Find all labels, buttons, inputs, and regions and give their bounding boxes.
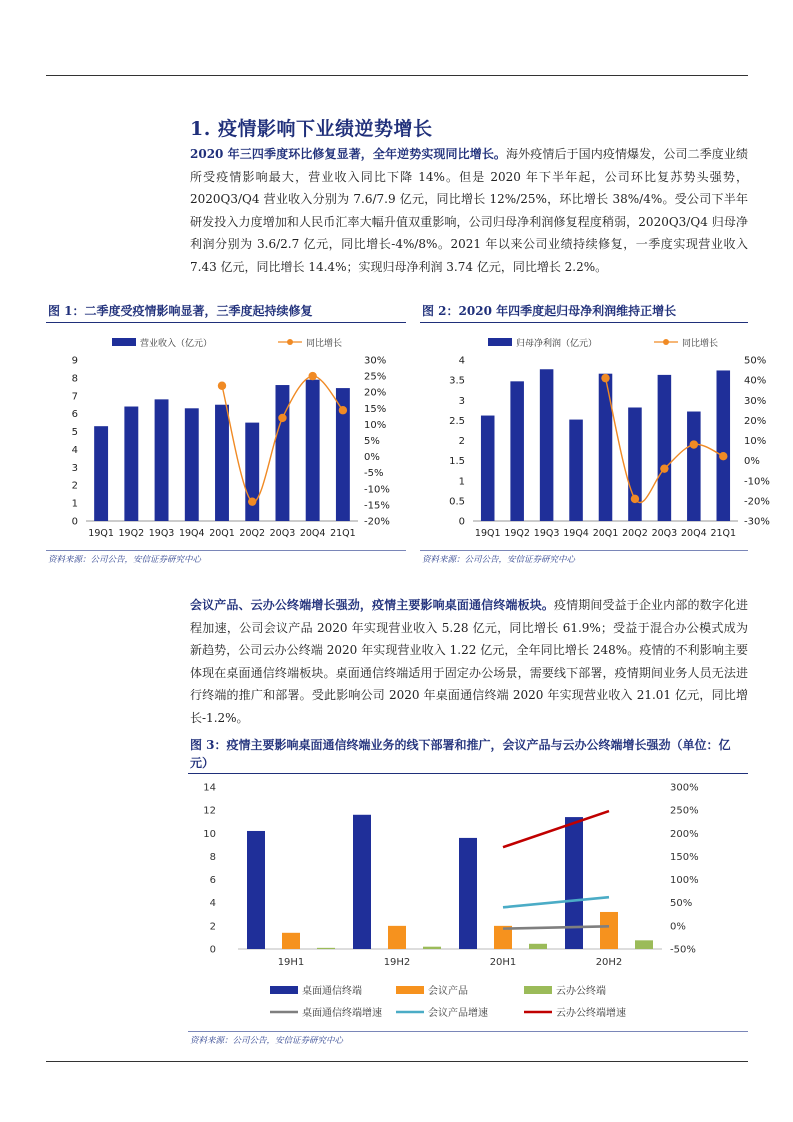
y-left-tick-label: 14	[203, 782, 216, 794]
x-tick-label: 20Q4	[299, 528, 326, 539]
fig1-source-rule	[46, 550, 406, 551]
y-left-tick-label: 3	[458, 395, 465, 407]
growth-point	[218, 382, 226, 390]
bar-19H1-1	[282, 933, 300, 949]
x-tick-label: 20H2	[595, 957, 623, 968]
x-tick-label: 20Q2	[622, 528, 648, 539]
bar-20Q1	[599, 374, 613, 521]
legend-label: 桌面通信终端	[302, 986, 362, 997]
y-left-tick-label: 3.5	[449, 375, 465, 387]
y-right-tick-label: 10%	[744, 436, 767, 447]
paragraph-1	[190, 143, 748, 278]
x-tick-label: 19Q3	[148, 528, 175, 539]
x-tick-label: 20Q2	[239, 528, 266, 539]
legend-bar-label: 营业收入（亿元）	[140, 339, 213, 349]
paragraph-1-body: 海外疫情后于国内疫情爆发，公司二季度业绩所受疫情影响最大，营业收入同比下降 14%。但是 2020 年下半年起，公司环比复苏势头强势，2020Q3/Q4 营业收入分别为 7.6/7.9 亿元，同比增长 12%/25%，环比增长 38%/4%。受公司下半年研发投入力度增加和人民币汇率大幅升值双重影响，公司归母净利润修复程度稍弱，2020Q3/Q4 归母净利润分别为 3.6/2.7 亿元，同比增长-4%/8%。2021 年以来公司业绩持续修复，一季度实现营业收入 7.43 亿元，同比增长 14.4%；实现归母净利润 3.74 亿元，同比增长 2.2%。	[190, 147, 748, 274]
y-right-tick-label: 15%	[364, 403, 387, 415]
y-left-tick-label: 4	[209, 898, 216, 910]
fig1-title: 图 1：二季度受疫情影响显著，三季度起持续修复	[48, 304, 313, 318]
y-left-tick-label: 2.5	[449, 415, 465, 427]
paragraph-2	[190, 594, 748, 729]
bar-20Q1	[215, 405, 229, 521]
y-right-tick-label: 50%	[744, 355, 767, 367]
growth-point	[631, 495, 639, 503]
legend-line-marker	[663, 339, 669, 345]
y-right-tick-label: 300%	[670, 782, 699, 794]
fig3-title: 图 3：疫情主要影响桌面通信终端业务的线下部署和推广，会议产品与云办公终端增长强劲（单位：亿元）	[190, 738, 731, 770]
y-right-tick-label: 5%	[364, 436, 380, 447]
y-left-tick-label: 10	[203, 828, 216, 840]
legend-label: 会议产品增速	[428, 1008, 488, 1019]
y-left-tick-label: 7	[71, 391, 78, 403]
bar-21Q1	[717, 370, 731, 521]
bar-20Q2	[628, 407, 642, 521]
bar-20H2-0	[565, 817, 583, 949]
fig1-source: 资料来源：公司公告，安信证券研究中心	[48, 555, 202, 565]
bar-19Q3	[155, 399, 169, 521]
bar-19H2-0	[353, 815, 371, 949]
legend-swatch	[270, 986, 298, 994]
legend-bar-swatch	[112, 338, 136, 346]
growth-point	[660, 464, 668, 472]
fig3-title-rule	[188, 773, 748, 774]
bar-19H2-2	[423, 947, 441, 949]
legend-label: 桌面通信终端增速	[302, 1008, 382, 1019]
bar-20H1-2	[529, 944, 547, 949]
fig2-source-rule	[420, 550, 748, 551]
y-right-tick-label: 20%	[364, 387, 387, 399]
legend-label: 会议产品	[428, 986, 468, 997]
growth-line-2	[503, 811, 609, 847]
legend-bar-swatch	[488, 338, 512, 346]
y-right-tick-label: 10%	[364, 419, 387, 431]
bar-19Q4	[185, 408, 199, 521]
x-tick-label: 21Q1	[330, 528, 356, 539]
bar-20Q4	[306, 380, 320, 521]
y-left-tick-label: 4	[71, 444, 78, 456]
x-tick-label: 19Q3	[533, 528, 560, 539]
growth-point	[690, 440, 698, 448]
y-left-tick-label: 1	[71, 498, 78, 510]
bar-19Q1	[481, 416, 495, 521]
section-heading: 1. 疫情影响下业绩逆势增长	[190, 118, 433, 140]
legend-line-label: 同比增长	[682, 339, 719, 349]
y-right-tick-label: 30%	[364, 355, 387, 367]
fig1-chart	[46, 325, 408, 550]
x-tick-label: 20Q3	[651, 528, 678, 539]
y-left-tick-label: 2	[458, 436, 465, 447]
bar-20H1-0	[459, 838, 477, 949]
paragraph-1-lead: 2020 年三四季度环比修复显著，全年逆势实现同比增长。	[190, 147, 507, 161]
y-right-tick-label: -20%	[364, 516, 390, 528]
growth-point	[278, 414, 286, 422]
bar-20H2-1	[600, 912, 618, 949]
legend-label: 云办公终端增速	[556, 1008, 626, 1019]
fig3-source-rule	[188, 1031, 748, 1032]
x-tick-label: 19Q4	[178, 528, 205, 539]
bar-20Q4	[687, 412, 701, 521]
x-tick-label: 19Q2	[118, 528, 145, 539]
y-right-tick-label: 25%	[364, 371, 387, 383]
fig1-title-rule	[46, 322, 406, 323]
y-right-tick-label: 100%	[670, 875, 699, 887]
paragraph-2-body: 疫情期间受益于企业内部的数字化进程加速，公司会议产品 2020 年实现营业收入 5.28 亿元，同比增长 61.9%；受益于混合办公模式成为新趋势，公司云办公终端 2020 年实现营业收入 1.22 亿元，全年同比增长 248%。疫情的不利影响主要体现在桌面通信终端板块。桌面通信终端适用于固定办公场景，需要线下部署，疫情期间业务人员无法进行终端的推广和部署。受此影响公司 2020 年桌面通信终端 2020 年实现营业收入 21.01 亿元，同比增长-1.2%。	[190, 598, 748, 725]
fig2-title: 图 2：2020 年四季度起归母净利润维持正增长	[422, 304, 677, 318]
bar-19H2-1	[388, 926, 406, 949]
growth-point	[339, 406, 347, 414]
bar-20Q2	[245, 423, 259, 521]
paragraph-2-lead: 会议产品、云办公终端增长强劲，疫情主要影响桌面通信终端板块。	[190, 598, 554, 612]
growth-line-0	[503, 926, 609, 928]
legend-swatch	[396, 986, 424, 994]
y-left-tick-label: 2	[209, 921, 216, 933]
y-right-tick-label: 20%	[744, 415, 767, 427]
growth-point	[308, 372, 316, 380]
x-tick-label: 19Q1	[474, 528, 501, 539]
fig3-chart	[188, 776, 748, 1030]
x-tick-label: 21Q1	[710, 528, 737, 539]
y-right-tick-label: -15%	[364, 500, 390, 512]
y-right-tick-label: 30%	[744, 395, 767, 407]
top-rule	[46, 75, 748, 76]
y-left-tick-label: 8	[209, 851, 216, 863]
x-tick-label: 19Q1	[88, 528, 114, 539]
x-tick-label: 20Q1	[592, 528, 619, 539]
y-right-tick-label: 0%	[670, 921, 686, 933]
bar-19Q4	[569, 420, 583, 521]
bar-20Q3	[275, 385, 289, 521]
y-left-tick-label: 0	[209, 944, 216, 956]
y-left-tick-label: 6	[71, 409, 78, 421]
y-right-tick-label: -10%	[364, 484, 390, 496]
y-left-tick-label: 0.5	[449, 496, 465, 508]
legend-label: 云办公终端	[556, 986, 606, 997]
legend-swatch	[524, 986, 552, 994]
y-right-tick-label: 40%	[744, 375, 767, 387]
y-right-tick-label: 0%	[744, 456, 760, 468]
legend-line-marker	[287, 339, 293, 345]
bar-19Q2	[510, 381, 524, 521]
y-right-tick-label: 50%	[670, 898, 693, 910]
y-right-tick-label: 200%	[670, 828, 699, 840]
x-tick-label: 19Q4	[563, 528, 589, 539]
bar-19Q2	[124, 407, 138, 521]
y-left-tick-label: 4	[458, 355, 465, 367]
x-tick-label: 20Q4	[681, 528, 707, 539]
growth-point	[248, 497, 256, 505]
y-right-tick-label: -30%	[744, 516, 770, 528]
y-left-tick-label: 0	[71, 516, 78, 528]
y-right-tick-label: 0%	[364, 452, 380, 464]
y-left-tick-label: 8	[71, 373, 78, 385]
x-tick-label: 19Q2	[504, 528, 530, 539]
x-tick-label: 20Q1	[209, 528, 235, 539]
x-tick-label: 20Q3	[269, 528, 296, 539]
y-left-tick-label: 1.5	[449, 456, 465, 468]
y-right-tick-label: 150%	[670, 851, 699, 863]
fig2-title-rule	[420, 322, 748, 323]
y-left-tick-label: 5	[71, 427, 78, 439]
bar-19Q1	[94, 426, 108, 521]
fig3-source: 资料来源：公司公告，安信证券研究中心	[190, 1036, 344, 1046]
x-tick-label: 19H1	[277, 957, 305, 968]
bar-19Q3	[540, 369, 554, 521]
growth-point	[719, 452, 727, 460]
x-tick-label: 19H2	[383, 957, 411, 968]
y-left-tick-label: 6	[209, 875, 216, 887]
y-left-tick-label: 9	[71, 355, 78, 367]
growth-line-1	[503, 897, 609, 907]
y-right-tick-label: -10%	[744, 476, 770, 488]
growth-point	[601, 374, 609, 382]
bar-20Q3	[658, 375, 672, 521]
x-tick-label: 20H1	[489, 957, 517, 968]
fig2-source: 资料来源：公司公告，安信证券研究中心	[422, 555, 576, 565]
y-right-tick-label: -50%	[670, 944, 696, 956]
bar-20H2-2	[635, 940, 653, 949]
y-left-tick-label: 1	[458, 476, 465, 488]
y-left-tick-label: 2	[71, 480, 78, 492]
fig2-chart	[420, 325, 770, 550]
y-left-tick-label: 0	[458, 516, 465, 528]
bar-19H1-2	[317, 948, 335, 949]
y-left-tick-label: 3	[71, 462, 78, 474]
bar-19H1-0	[247, 831, 265, 949]
y-right-tick-label: 250%	[670, 805, 699, 817]
legend-line-label: 同比增长	[306, 339, 343, 349]
y-right-tick-label: -20%	[744, 496, 770, 508]
y-left-tick-label: 12	[203, 805, 216, 817]
y-right-tick-label: -5%	[364, 468, 384, 480]
legend-bar-label: 归母净利润（亿元）	[516, 339, 598, 349]
bottom-rule	[46, 1061, 748, 1062]
